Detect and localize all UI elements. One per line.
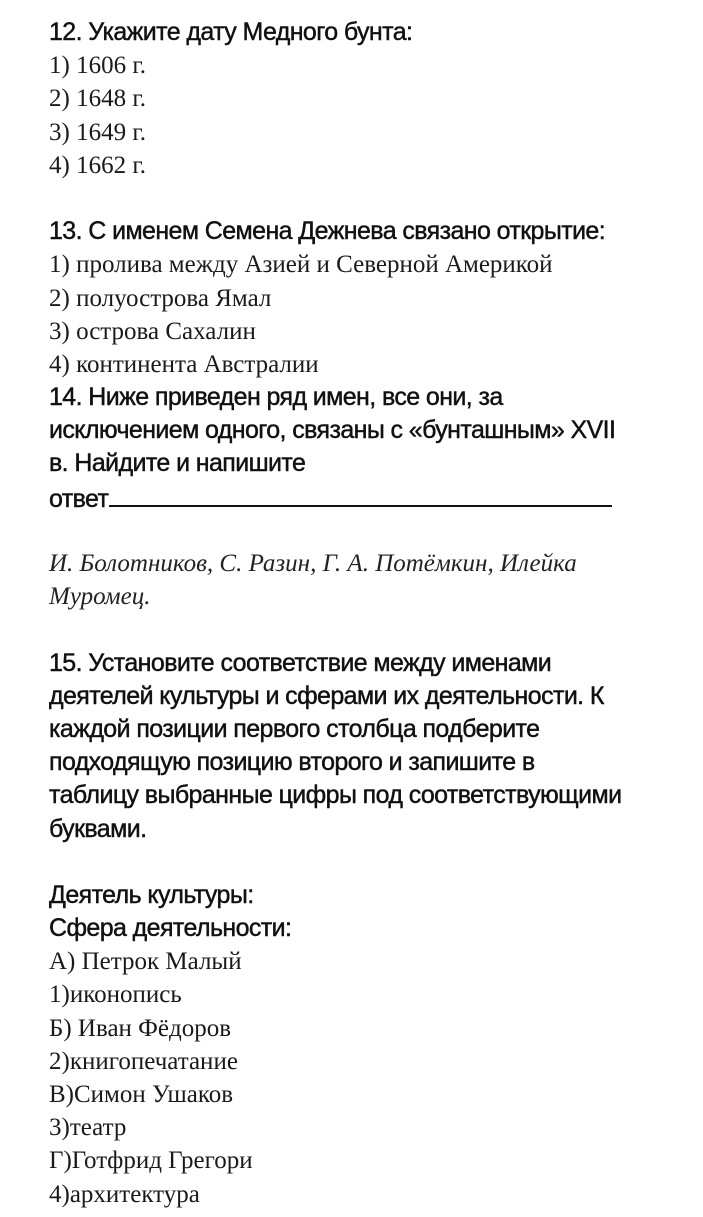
question-14-names-line-1: И. Болотников, С. Разин, Г. А. Потёмкин, Илейка — [49, 550, 577, 577]
question-13-text: 13. С именем Семена Дежнева связано открытие: — [49, 217, 606, 246]
quiz-page — [49, 16, 679, 1211]
question-14-text-line-1: 14. Ниже приведен ряд имен, все они, за — [49, 383, 503, 412]
question-13 — [49, 215, 679, 381]
question-12-option-1: 1) 1606 г. — [49, 52, 147, 80]
match-item-g: Г)Готфрид Грегори — [49, 1147, 253, 1175]
question-14-text-line-2: исключением одного, связаны с «бунташным» XVII — [49, 416, 616, 445]
question-12-text: 12. Укажите дату Медного бунта: — [49, 18, 413, 46]
match-item-1: 1)иконопись — [49, 981, 182, 1009]
match-item-a: А) Петрок Малый — [49, 948, 242, 976]
spacer — [49, 846, 679, 879]
answer-blank-line[interactable] — [109, 481, 612, 507]
match-item-b: Б) Иван Фёдоров — [49, 1014, 232, 1042]
match-item-2: 2)книгопечатание — [49, 1047, 238, 1075]
column-1-title: Деятель культуры: — [49, 880, 254, 909]
question-15-text-line-4: подходящую позицию второго и запишите в — [49, 748, 535, 777]
question-15-text-line-5: таблицу выбранные цифры под соответствующими — [49, 781, 622, 810]
question-15-text-line-1: 15. Установите соответствие между именами — [49, 648, 552, 677]
match-item-3: 3)театр — [49, 1114, 127, 1142]
question-13-option-4: 4) континента Австралии — [49, 350, 319, 378]
column-2-title: Сфера деятельности: — [49, 914, 292, 943]
question-12-option-2: 2) 1648 г. — [49, 85, 147, 113]
question-12 — [49, 16, 679, 182]
spacer — [49, 182, 679, 215]
question-15-text-line-2: деятелей культуры и сферами их деятельности. К — [49, 681, 604, 710]
question-14-text-line-3: в. Найдите и напишите — [49, 449, 306, 478]
question-14 — [49, 381, 679, 613]
question-13-option-3: 3) острова Сахалин — [49, 317, 256, 345]
question-15-text-line-3: каждой позиции первого столбца подберите — [49, 714, 540, 743]
question-15 — [49, 647, 679, 1211]
spacer — [49, 514, 679, 547]
question-12-option-4: 4) 1662 г. — [49, 151, 147, 179]
question-12-option-3: 3) 1649 г. — [49, 118, 147, 146]
question-13-option-2: 2) полуострова Ямал — [49, 284, 272, 312]
question-15-text-line-6: буквами. — [49, 814, 147, 843]
question-14-answer-row — [49, 481, 679, 514]
answer-label: ответ — [49, 484, 109, 513]
match-item-4: 4)архитектура — [49, 1180, 200, 1208]
match-item-v: В)Симон Ушаков — [49, 1081, 234, 1108]
spacer — [49, 613, 679, 646]
question-14-names-line-2: Муромец. — [49, 583, 151, 611]
question-13-option-1: 1) пролива между Азией и Северной Америкой — [49, 251, 553, 279]
